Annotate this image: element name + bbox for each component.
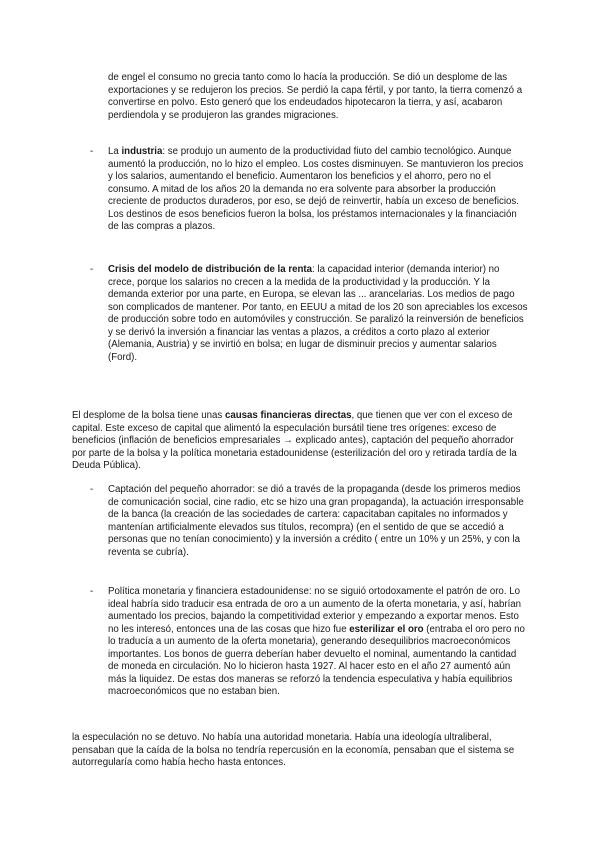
list-item-prefix: La: [108, 146, 122, 157]
closing-paragraph: la especulación no se detuvo. No había una autoridad monetaria. Había una ideología ultraliberal, pensaban que la caída de la bolsa no tendría repercusión en la economía, pensaban que el sistema se autorregularía como había hecho hasta entonces.: [72, 732, 515, 769]
list-item-heading: Crisis del modelo de distribución de la renta: [108, 264, 313, 275]
list-item-text: Captación del pequeño ahorrador: se dió a través de la propaganda (desde los primeros medios de comunicación social, cine radio, etc se hizo una gran propaganda), la actuación irresponsable de la banca (la creación de las sociedades de cartera: capacitaban capitales no informados y mantenían artificialmente elevados sus títulos, recompra) (en el sentido de que se accedió a personas que no tenían conocimiento) y la inversión a crédito ( entre un 10% y un 25%, y con la reventa se cubría).: [108, 484, 524, 558]
intro-continuation: de engel el consumo no grecia tanto como lo hacía la producción. Se dió un desplome de las exportaciones y se redujeron los precios. Se perdió la capa fértil, y por tanto, la tierra comenzó a convertirse en polvo. Esto generó que los endeudados hipotecaron la tierra, y así, acabaron perdiendola y se produjeron las grandes migraciones.: [108, 72, 523, 121]
list-item-text: : se produjo un aumento de la productividad ﬁuto del cambio tecnológico. Aunque aumentó la producción, no lo hizo el empleo. Los costes disminuyen. Se mantuvieron los precios y los salarios, aumentando el beneficio. Aumentaron los beneficios y el ahorro, pero no el consumo. A mitad de los años 20 la demanda no era solvente para absorber la producción creciente de productos duraderos, por eso, se dejó de reinvertir, había un exceso de beneficios. Los destinos de esos beneficios fueron la bolsa, los préstamos internacionales y la financiación de las compras a plazos.: [108, 146, 524, 233]
section-prefix: El desplome de la bolsa tiene unas: [72, 410, 225, 421]
list-dash: -: [90, 484, 94, 495]
list-item-crisis-distribucion: [90, 264, 528, 364]
list-item-text: (entraba el oro pero no lo traducía a un aumento de la oferta monetaria), generando desequilibrios macroeconómicos importantes. Los bonos de guerra deberían haber devuelto el nominal, aumentando la cantidad de moneda en circulación. No lo hicieron hasta 1927. Al hacer esto en el año 27 aumentó aún más la liquidez. De estas dos maneras se reforzó la tendencia especulativa y había equilibrios macroeconómicos que no estaban bien.: [108, 623, 525, 698]
list-item-text: : la capacidad interior (demanda interior) no crece, porque los salarios no crecen a la medida de la productividad y la producción. Y la demanda exterior por una parte, en Europa, se elevan las ... arancelarias. Los medios de pago son complicados de mantener. Por tanto, en EEUU a mitad de los 20 son apreciables los excesos de producción sobre todo en automóviles y construcción. Se paralizó la reinversión de beneficios y se derivó la inversión a financiar las ventas a plazos, a créditos a corto plazo al exterior (Alemania, Austria) y se invirtió en bolsa; en lugar de disminuir precios y aumentar salarios (Ford).: [108, 264, 528, 363]
section-causas-financieras: [72, 410, 528, 473]
list-dash: -: [90, 146, 94, 157]
list-item-pequeno-ahorrador: [90, 484, 528, 559]
section-heading: causas financieras directas: [224, 410, 352, 421]
list-dash: -: [90, 264, 94, 275]
list-item-heading: industria: [121, 146, 163, 157]
list-item-politica-monetaria: [90, 586, 528, 699]
list-item-industria: [90, 146, 528, 234]
list-item-prefix: Política monetaria y financiera estadounidense: no se siguió ortodoxamente el patrón de oro. Lo ideal habría sido traducir esa entrada de oro a un aumento de la oferta monetaria, y así, habrían aumentado los precios, bajando la competitividad exterior y empezando a exportar menos. Esto no les interesó, entonces una de las cosas que hizo fue: [108, 586, 522, 635]
list-dash: -: [90, 586, 94, 597]
list-item-heading: esterilizar el oro: [349, 623, 424, 635]
section-text: , que tienen que ver con el exceso de capital. Este exceso de capital que alimentó la especulación bursátil tiene tres orígenes: exceso de beneficios (inflación de beneficios empresariales → explicado antes), captación del pequeño ahorrador por parte de la bolsa y la política monetaria estadounidense (esterilización del oro y retirada tardía de la Deuda Pública).: [72, 410, 517, 472]
